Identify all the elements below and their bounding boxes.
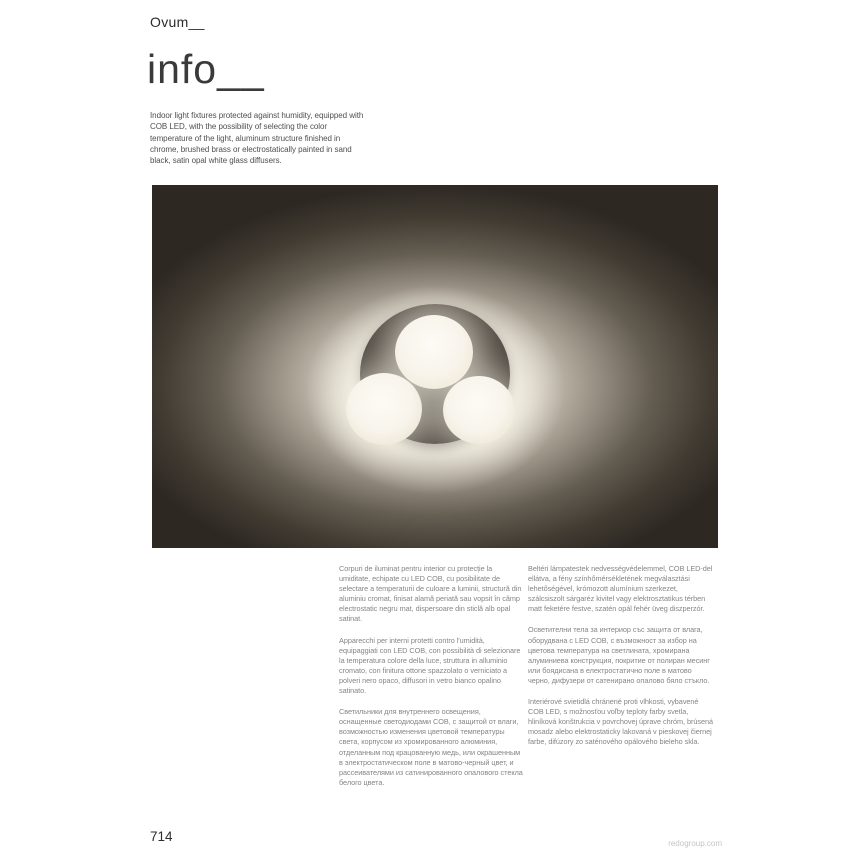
diffuser-sphere-left <box>346 373 422 445</box>
product-name: Ovum__ <box>150 14 205 30</box>
website-url: redogroup.com <box>668 839 722 848</box>
description-slovak: Interiérové svietidlá chránené proti vlhkosti, vybavené COB LED, s možnosťou voľby teploty farby svetla, hliníková konštrukcia v povrchovej úprave chróm, brúsená mosadz alebo elektrostaticky lakovaná v pieskovej čiernej farbe, difúzory zo saténového opálového bieleho skla. <box>528 697 713 747</box>
product-photo <box>152 185 718 548</box>
description-romanian: Corpuri de iluminat pentru interior cu protecție la umiditate, echipate cu LED COB, cu posibilitate de selectare a temperaturii de culoare a luminii, structură din aluminiu cromat, finisat alamă periată sau vopsit în câmp electrostatic negru mat, dispersoare din sticlă alb opal satinat. <box>339 564 522 624</box>
description-italian: Apparecchi per interni protetti contro l'umidità, equipaggiati con LED COB, con possibilità di selezionare la temperatura colore della luce, struttura in alluminio cromato, con finitura ottone spazzolato o verniciato a polveri nero opaco, diffusori in vetro bianco opalino satinato. <box>339 635 521 696</box>
description-russian: Светильники для внутреннего освещения, оснащенные светодиодами COB, с защитой от влаги, возможностью изменения цветовой температуры света, корпусом из хромированного алюминия, отделанным под крацованную медь, или окрашенным в электростатическом поле в матово-черный цвет, и рассеивателями из сатинированного опалового стекла белого цвета. <box>339 707 523 787</box>
description-bulgarian: Осветителни тела за интериор със защита от влага, оборудвана с LED COB, с възможност за избор на цветова температура на светлината, хромирана алуминиева конструкция, покритие от полиран месинг или боядисана в електростатично поле в матово черно, дифузери от сатенирано опалово бяло стъкло. <box>528 625 710 685</box>
description-english: Indoor light fixtures protected against humidity, equipped with COB LED, with the possibility of selecting the color temperature of the light, aluminum structure finished in chrome, brushed brass or electrostatically painted in sand black, satin opal white glass diffusers. <box>150 111 364 166</box>
translations-left-column <box>339 564 523 799</box>
translations-right-column <box>528 564 714 759</box>
page-number: 714 <box>150 829 173 844</box>
page-title: info__ <box>147 46 265 92</box>
diffuser-sphere-top <box>395 315 473 389</box>
description-hungarian: Beltéri lámpatestek nedvességvédelemmel, COB LED-del ellátva, a fény színhőmérsékletének megválasztási lehetőségével, krómozott alumínium szerkezet, szálcsiszolt sárgaréz kivitel vagy elektrosztatikus térben matt feketére festve, szatén opál fehér üveg diszperzór. <box>528 564 713 614</box>
diffuser-sphere-right <box>443 376 515 444</box>
